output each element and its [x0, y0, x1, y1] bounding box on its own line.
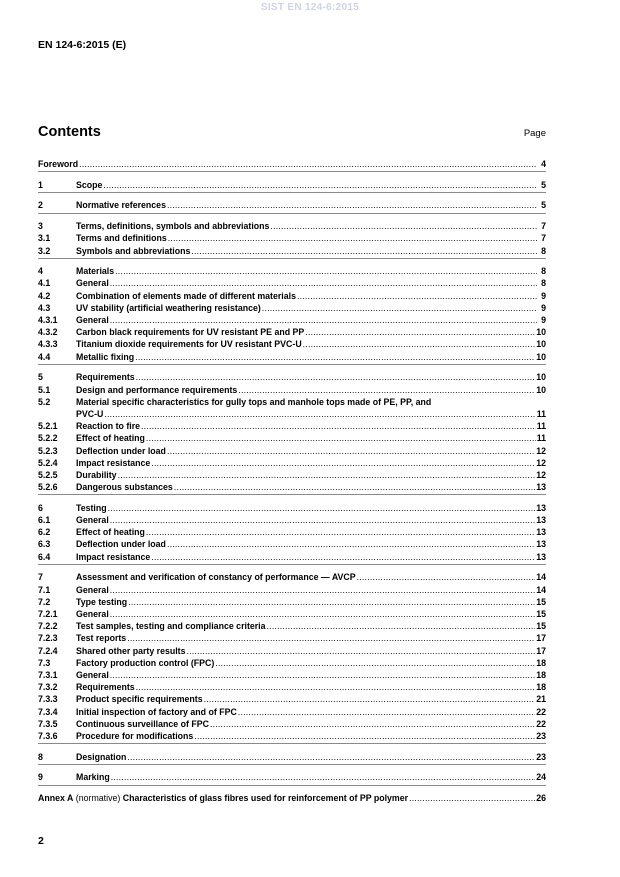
toc-entry[interactable] — [38, 681, 546, 693]
toc-entry-title-main: Designation — [76, 751, 127, 762]
toc-entry-page: 13 — [536, 527, 546, 538]
toc-entry-title-main: Scope — [76, 179, 103, 190]
page-number: 2 — [38, 835, 44, 847]
toc-leader-dots — [409, 792, 535, 804]
toc-entry-title — [76, 338, 302, 350]
toc-entry-title — [76, 538, 166, 550]
toc-entry[interactable] — [38, 657, 546, 669]
toc-entry-number: 7.3.3 — [38, 694, 58, 705]
toc-entry-title-main: Reaction to fire — [76, 421, 141, 432]
toc-entry-title-main: Materials — [76, 266, 115, 277]
toc-entry-title-main: Annex A — [38, 793, 74, 804]
toc-entry[interactable] — [38, 608, 546, 620]
toc-leader-dots — [110, 669, 535, 681]
toc-entry[interactable] — [38, 751, 546, 763]
toc-leader-dots — [110, 584, 535, 596]
toc-entry-title-main: Normative references — [76, 200, 166, 211]
toc-entry-number: 7.1 — [38, 584, 51, 595]
toc-leader-dots — [357, 571, 536, 583]
toc-entry-title-main: Requirements — [76, 372, 135, 383]
toc-entry-title — [76, 681, 135, 693]
toc-entry-title-main: Marking — [76, 772, 110, 783]
toc-entry-number: 6 — [38, 502, 43, 513]
toc-entry-title-main: Type testing — [76, 596, 128, 607]
toc-leader-dots — [167, 445, 535, 457]
toc-entry-title-main: Dangerous substances — [76, 482, 173, 493]
toc-entry-number: 6.3 — [38, 539, 51, 550]
toc-entry-number: 5.1 — [38, 384, 51, 395]
toc-leader-dots — [127, 632, 535, 644]
toc-entry[interactable] — [38, 245, 546, 257]
toc-entry-number: 7.2.4 — [38, 645, 58, 656]
group-divider — [38, 743, 546, 744]
toc-entry-title — [76, 351, 134, 363]
toc-entry-number: 2 — [38, 200, 43, 211]
toc-leader-dots — [174, 481, 535, 493]
group-divider — [38, 258, 546, 259]
toc-entry-number: 4 — [38, 266, 43, 277]
toc-leader-dots — [151, 551, 535, 563]
toc-entry-title — [76, 608, 109, 620]
toc-entry-title — [76, 314, 109, 326]
toc-entry-title — [76, 199, 166, 211]
toc-leader-dots — [79, 158, 537, 170]
toc-entry-title-main: Metallic fixing — [76, 351, 135, 362]
toc-entry-page: 10 — [536, 351, 546, 362]
toc-entry-title-main: Factory production control (FPC) — [76, 657, 215, 668]
toc-entry-page: 8 — [541, 266, 546, 277]
toc-entry[interactable] — [38, 158, 546, 170]
toc-entry[interactable] — [38, 179, 546, 191]
toc-entry-number: 3.2 — [38, 245, 51, 256]
toc-entry[interactable] — [38, 514, 546, 526]
toc-entry-page: 13 — [536, 482, 546, 493]
toc-entry-page: 17 — [536, 645, 546, 656]
toc-entry-title-main: Testing — [76, 502, 107, 513]
toc-entry-title-main: Effect of heating — [76, 433, 145, 444]
toc-entry-page: 13 — [536, 551, 546, 562]
toc-entry-title — [76, 481, 173, 493]
toc-entry-title — [76, 596, 127, 608]
toc-entry[interactable] — [38, 669, 546, 681]
toc-entry-number: 4.3.3 — [38, 339, 58, 350]
toc-leader-dots — [135, 351, 535, 363]
toc-entry[interactable] — [38, 457, 546, 469]
toc-leader-dots — [168, 232, 537, 244]
toc-entry[interactable] — [38, 693, 546, 705]
toc-entry-title-main: Deflection under load — [76, 539, 166, 550]
toc-entry-page: 7 — [541, 233, 546, 244]
toc-entry[interactable] — [38, 469, 546, 481]
toc-entry[interactable] — [38, 526, 546, 538]
toc-entry-title-main: Terms, definitions, symbols and abbreviations — [76, 221, 270, 232]
toc-entry-title-main: Design and performance requirements — [76, 384, 238, 395]
toc-entry-title-main: Foreword — [38, 159, 79, 169]
toc-entry-title-main: Shared other party results — [76, 645, 186, 656]
toc-entry-title — [76, 179, 102, 191]
contents-title: Contents — [38, 124, 101, 140]
toc-leader-dots — [297, 290, 537, 302]
toc-entry-title-main: Symbols and abbreviations — [76, 245, 191, 256]
toc-entry-number: 1 — [38, 179, 43, 190]
toc-entry-title — [76, 302, 261, 314]
toc-entry-number: 8 — [38, 751, 43, 762]
toc-entry[interactable] — [38, 420, 546, 432]
toc-entry-number: 3 — [38, 221, 43, 232]
watermark: SIST EN 124-6:2015 — [260, 2, 360, 13]
toc-entry[interactable] — [38, 632, 546, 644]
toc-entry-page: 5 — [541, 200, 546, 211]
page-column-label: Page — [523, 128, 546, 139]
toc-entry-number: 7.3.4 — [38, 706, 58, 717]
toc-entry-title — [38, 792, 408, 804]
toc-entry-title-main: Effect of heating — [76, 527, 145, 538]
toc-entry-page: 18 — [536, 657, 546, 668]
toc-entry-number: 7.2.2 — [38, 621, 58, 632]
toc-entry-page: 9 — [541, 315, 546, 326]
toc-entry[interactable] — [38, 371, 546, 383]
toc-entry-title-continued: PVC-U — [76, 408, 104, 419]
toc-entry-title — [76, 551, 150, 563]
toc-entry-page: 4 — [541, 159, 546, 169]
toc-entry-number: 5.2.3 — [38, 445, 58, 456]
group-divider — [38, 785, 546, 786]
toc-entry-title-main: Impact resistance — [76, 551, 151, 562]
toc-entry-title — [38, 158, 78, 170]
toc-entry-page: 14 — [536, 584, 546, 595]
toc-entry-title-main: Product specific requirements — [76, 694, 203, 705]
toc-entry-page: 8 — [541, 278, 546, 289]
toc-entry-title — [76, 245, 190, 257]
toc-entry-number: 6.4 — [38, 551, 51, 562]
toc-entry[interactable] — [38, 706, 546, 718]
toc-entry-number: 4.2 — [38, 290, 51, 301]
toc-entry-title — [76, 693, 203, 705]
toc-entry-number: 9 — [38, 772, 43, 783]
toc-leader-dots — [110, 314, 537, 326]
toc-leader-dots — [151, 457, 535, 469]
toc-entry-title-main: Impact resistance — [76, 457, 151, 468]
toc-leader-dots — [110, 608, 535, 620]
toc-entry-title — [76, 584, 109, 596]
toc-entry-number: 5 — [38, 372, 43, 383]
toc-entry[interactable] — [38, 338, 546, 350]
toc-leader-dots — [262, 302, 537, 314]
toc-entry-annex-title: Characteristics of glass fibres used for reinforcement of PP polymer — [122, 793, 409, 804]
toc-entry-title — [76, 457, 150, 469]
toc-entry-title-main: General — [76, 278, 109, 289]
toc-entry-number: 3.1 — [38, 233, 51, 244]
toc-entry-title-main: Initial inspection of factory and of FPC — [76, 706, 237, 717]
toc-entry-title-main: General — [76, 584, 109, 595]
toc-entry[interactable] — [38, 199, 546, 211]
toc-entry-title-main: Durability — [76, 469, 117, 480]
toc-entry-title — [76, 290, 296, 302]
toc-entry-title-main: Continuous surveillance of FPC — [76, 718, 209, 729]
toc-entry[interactable] — [38, 432, 546, 444]
toc-entry-page: 12 — [536, 457, 546, 468]
toc-entry-title — [76, 669, 109, 681]
toc-entry-page: 22 — [536, 706, 546, 717]
toc-entry[interactable] — [38, 538, 546, 550]
toc-entry-page: 15 — [536, 621, 546, 632]
toc-entry-title — [76, 384, 237, 396]
toc-entry[interactable] — [38, 620, 546, 632]
toc-entry-title — [76, 371, 135, 383]
toc-entry[interactable] — [38, 396, 546, 408]
toc-entry-number: 5.2.2 — [38, 433, 58, 444]
toc-entry-page: 13 — [536, 539, 546, 550]
toc-entry-title — [76, 502, 107, 514]
toc-entry-number: 7.3.6 — [38, 731, 58, 742]
toc-entry-title — [76, 277, 109, 289]
group-divider — [38, 494, 546, 495]
toc-entry-number: 7.3.1 — [38, 670, 58, 681]
toc-leader-dots — [238, 706, 535, 718]
group-divider — [38, 364, 546, 365]
group-divider — [38, 192, 546, 193]
toc-entry-title-main: Procedure for modifications — [76, 731, 194, 742]
toc-leader-dots — [270, 220, 537, 232]
toc-leader-dots — [267, 620, 536, 632]
toc-entry-title-main: Requirements — [76, 682, 135, 693]
toc-entry[interactable] — [38, 302, 546, 314]
group-divider — [38, 213, 546, 214]
toc-entry-title-main: Terms and definitions — [76, 233, 167, 244]
toc-entry[interactable] — [38, 730, 546, 742]
toc-entry-number: 5.2.1 — [38, 421, 58, 432]
toc-entry-number: 6.1 — [38, 515, 51, 526]
toc-entry-title-main: Assessment and verification of constancy of performance — AVCP — [76, 572, 356, 583]
toc-entry[interactable] — [38, 351, 546, 363]
toc-entry-title-main: UV stability (artificial weathering resistance) — [76, 302, 261, 313]
toc-entry-title — [76, 420, 140, 432]
toc-entry-page: 13 — [536, 515, 546, 526]
toc-entry[interactable] — [38, 502, 546, 514]
toc-leader-dots — [127, 751, 535, 763]
toc-leader-dots — [194, 730, 535, 742]
toc-entry-number: 5.2.5 — [38, 469, 58, 480]
toc-entry[interactable] — [38, 220, 546, 232]
toc-leader-dots — [146, 526, 535, 538]
toc-entry[interactable] — [38, 718, 546, 730]
toc-entry-page: 9 — [541, 290, 546, 301]
toc-entry-page: 22 — [536, 718, 546, 729]
toc-entry-title — [76, 232, 167, 244]
toc-entry-number: 7.3.2 — [38, 682, 58, 693]
toc-entry-title-main: Deflection under load — [76, 445, 166, 456]
toc-leader-dots — [167, 538, 535, 550]
toc-entry-page: 10 — [536, 327, 546, 338]
toc-entry[interactable] — [38, 771, 546, 783]
toc-leader-dots — [167, 199, 537, 211]
toc-entry-annex-type: (normative) — [73, 793, 123, 804]
toc-entry[interactable] — [38, 326, 546, 338]
toc-entry[interactable] — [38, 314, 546, 326]
toc-entry-title-main: Test samples, testing and compliance criteria — [76, 621, 266, 632]
toc-entry-number: 7.2 — [38, 596, 51, 607]
toc-entry-title-main: Combination of elements made of different materials — [76, 290, 296, 301]
group-divider — [38, 171, 546, 172]
toc-entry-number: 4.1 — [38, 278, 51, 289]
toc-leader-dots — [204, 693, 536, 705]
toc-entry-page: 23 — [536, 751, 546, 762]
toc-entry[interactable] — [38, 571, 546, 583]
toc-entry-title — [76, 632, 126, 644]
toc-entry-title — [76, 265, 114, 277]
toc-entry-number: 7.3 — [38, 657, 51, 668]
toc-entry-page: 10 — [536, 372, 546, 383]
toc-entry-page: 14 — [536, 572, 546, 583]
toc-entry-title-main: General — [76, 315, 109, 326]
toc-entry-title-main: Titanium dioxide requirements for UV resistant PVC-U — [76, 339, 302, 350]
toc-leader-dots — [210, 718, 535, 730]
table-of-contents — [38, 158, 546, 804]
toc-entry-title — [76, 771, 110, 783]
toc-leader-dots — [146, 432, 536, 444]
toc-leader-dots — [238, 384, 535, 396]
toc-entry-number: 4.3.1 — [38, 315, 58, 326]
toc-leader-dots — [111, 771, 535, 783]
toc-entry-title — [76, 469, 117, 481]
toc-leader-dots — [191, 245, 537, 257]
toc-entry-number: 7.3.5 — [38, 718, 58, 729]
toc-entry-page: 8 — [541, 245, 546, 256]
toc-entry-page: 18 — [536, 682, 546, 693]
toc-entry-number: 7.2.3 — [38, 633, 58, 644]
toc-entry-title — [76, 706, 237, 718]
toc-entry[interactable] — [38, 277, 546, 289]
toc-entry-title-main: General — [76, 609, 109, 619]
toc-entry-number: 5.2.4 — [38, 457, 58, 468]
toc-leader-dots — [110, 514, 535, 526]
toc-entry-page: 7 — [541, 221, 546, 232]
toc-entry[interactable] — [38, 290, 546, 302]
toc-entry-page: 21 — [536, 694, 546, 705]
toc-entry[interactable] — [38, 384, 546, 396]
toc-entry[interactable] — [38, 481, 546, 493]
toc-entry-title — [76, 220, 269, 232]
toc-entry-title-main: General — [76, 515, 109, 526]
group-divider — [38, 564, 546, 565]
toc-entry-title-main: Test reports — [76, 633, 127, 644]
toc-entry[interactable] — [38, 596, 546, 608]
toc-entry[interactable] — [38, 265, 546, 277]
toc-entry[interactable] — [38, 445, 546, 457]
toc-leader-dots — [136, 681, 536, 693]
toc-leader-dots — [187, 645, 536, 657]
toc-entry-page: 15 — [536, 596, 546, 607]
toc-entry-title — [76, 514, 109, 526]
toc-leader-dots — [108, 502, 536, 514]
toc-entry-title — [76, 620, 266, 632]
toc-entry-page: 11 — [536, 433, 546, 444]
toc-entry-title — [76, 645, 186, 657]
toc-entry-page: 26 — [536, 793, 546, 804]
toc-entry-number: 6.2 — [38, 527, 51, 538]
toc-leader-dots — [110, 277, 537, 289]
toc-entry-number: 4.4 — [38, 351, 51, 362]
toc-entry-title — [76, 751, 126, 763]
toc-leader-dots — [141, 420, 536, 432]
toc-entry-number: 4.3 — [38, 302, 51, 313]
toc-entry-page: 17 — [536, 633, 546, 644]
toc-entry-title — [76, 432, 145, 444]
toc-entry-number: 5.2.6 — [38, 482, 58, 493]
toc-leader-dots — [115, 265, 537, 277]
toc-entry-page: 18 — [536, 670, 546, 681]
toc-entry-page: 12 — [536, 469, 546, 480]
toc-entry[interactable] — [38, 584, 546, 596]
toc-entry-page: 13 — [536, 502, 546, 513]
toc-entry[interactable] — [38, 645, 546, 657]
toc-leader-dots — [118, 469, 536, 481]
toc-entry-page: 15 — [536, 609, 546, 619]
toc-entry-page: 23 — [536, 731, 546, 742]
toc-entry-title-main: Carbon black requirements for UV resistant PE and PP — [76, 327, 305, 338]
toc-leader-dots — [215, 657, 535, 669]
toc-entry[interactable] — [38, 551, 546, 563]
toc-entry-title — [76, 718, 209, 730]
toc-leader-dots — [104, 408, 535, 420]
toc-entry[interactable] — [38, 408, 546, 420]
toc-entry-title: Material specific characteristics for gully tops and manhole tops made of PE, PP, and — [76, 396, 432, 407]
toc-entry-page: 5 — [541, 179, 546, 190]
toc-leader-dots — [103, 179, 537, 191]
toc-entry-page: 24 — [536, 772, 546, 783]
toc-entry-number: 4.3.2 — [38, 327, 58, 338]
toc-entry-page: 10 — [536, 384, 546, 395]
toc-entry-title-main: General — [76, 670, 109, 681]
toc-entry-title — [76, 730, 193, 742]
toc-entry-number: 7 — [38, 572, 43, 583]
toc-entry-page: 11 — [536, 408, 546, 419]
toc-entry-title — [76, 326, 304, 338]
toc-entry-title — [76, 526, 145, 538]
toc-entry[interactable] — [38, 232, 546, 244]
group-divider — [38, 764, 546, 765]
document-id: EN 124-6:2015 (E) — [38, 39, 127, 51]
toc-leader-dots — [136, 371, 536, 383]
toc-leader-dots — [128, 596, 535, 608]
toc-entry-title — [76, 445, 166, 457]
toc-entry-page: 12 — [536, 445, 546, 456]
toc-entry-number: 5.2 — [38, 396, 51, 407]
toc-entry-number: 7.2.1 — [38, 609, 58, 619]
toc-entry-page: 9 — [541, 302, 546, 313]
toc-entry-page: 10 — [536, 339, 546, 350]
toc-leader-dots — [305, 326, 535, 338]
toc-entry-page: 11 — [536, 421, 546, 432]
toc-entry-title — [76, 657, 214, 669]
toc-leader-dots — [303, 338, 536, 350]
toc-entry-title — [76, 571, 356, 583]
toc-entry[interactable] — [38, 792, 546, 804]
